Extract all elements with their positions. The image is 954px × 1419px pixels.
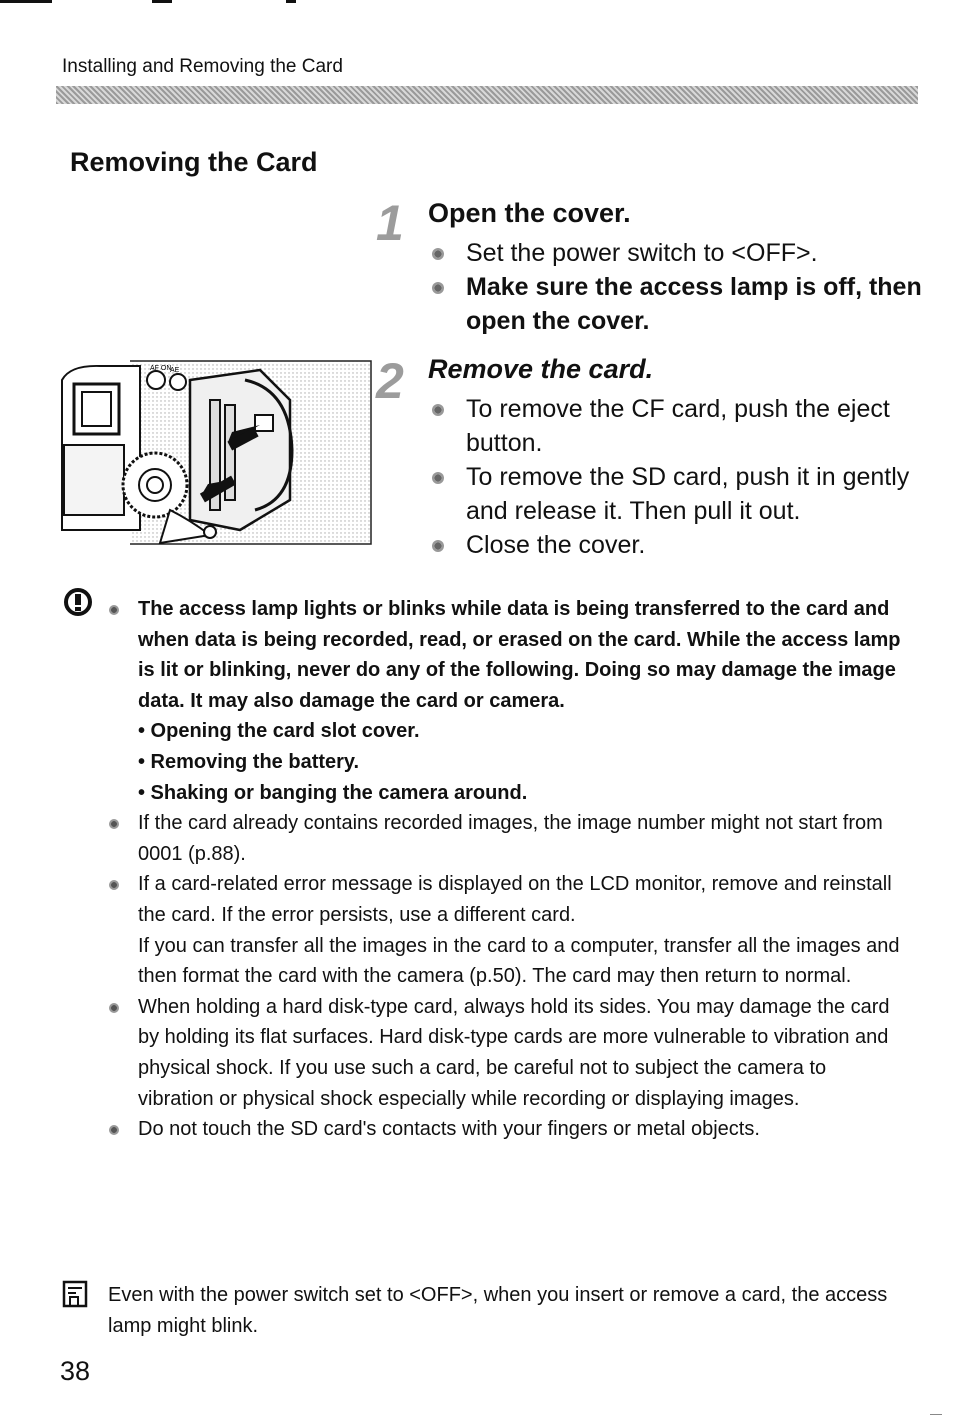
caution-subitem: • Removing the battery.: [138, 750, 360, 773]
caution-icon: [64, 588, 92, 616]
bullet-icon: [109, 1125, 119, 1135]
bullet-icon: [432, 540, 444, 552]
step-1-bullets: [430, 236, 930, 338]
note-text: If a card-related error message is displayed on the LCD monitor, remove and reinstall the card. If the error persists, use a different card.: [138, 873, 892, 926]
bullet-text: Set the power switch to <OFF>.: [466, 239, 818, 267]
step-1-number: 1: [376, 195, 404, 251]
bullet-icon: [109, 819, 119, 829]
bullet-icon: [109, 605, 119, 615]
page-number: 38: [60, 1356, 91, 1386]
step-2-bullets: [430, 392, 930, 562]
list-item: [105, 992, 905, 1114]
caution-subitem: • Opening the card slot cover.: [138, 720, 420, 743]
caution-item: [105, 594, 905, 716]
memo-icon: [62, 1280, 88, 1308]
note-text: Do not touch the SD card's contacts with your fingers or metal objects.: [138, 1118, 760, 1141]
bullet-text: Close the cover.: [466, 531, 646, 559]
notes-list: [105, 594, 905, 1145]
illustration-label-1: AF ON: [150, 365, 172, 372]
illustration-label-2: AE: [170, 367, 180, 374]
bottom-crop-mark: [930, 1414, 942, 1415]
step-2-number: 2: [376, 353, 404, 409]
bullet-icon: [109, 880, 119, 890]
bullet-icon: [109, 1003, 119, 1013]
caution-subitem: • Shaking or banging the camera around.: [138, 781, 528, 804]
step-1-title: Open the cover.: [428, 198, 631, 228]
header-band: [56, 86, 918, 104]
list-item: [105, 808, 905, 869]
note-extra: If you can transfer all the images in the card to a computer, transfer all the images and then format the card with the camera (p.50). The card may then return to normal.: [138, 934, 900, 988]
list-item: [430, 460, 930, 528]
list-item: [430, 392, 930, 460]
bullet-text: To remove the CF card, push the eject button.: [466, 395, 890, 457]
running-header: Installing and Removing the Card: [62, 56, 343, 77]
list-item: [430, 270, 930, 338]
list-item: [430, 528, 930, 562]
bullet-icon: [432, 472, 444, 484]
bullet-icon: [432, 248, 444, 260]
memo-text: Even with the power switch set to <OFF>, when you insert or remove a card, the access lamp might blink.: [108, 1284, 888, 1337]
list-item: [105, 869, 905, 930]
bullet-icon: [432, 404, 444, 416]
list-item: [105, 1114, 905, 1145]
caution-text: The access lamp lights or blinks while data is being transferred to the card and when data is being recorded, read, or erased on the card. While the access lamp is lit or blinking, never do any of the following. Doing so may damage the image data. It may also damage the card or camera.: [138, 598, 901, 712]
section-title: Removing the Card: [70, 147, 318, 177]
bullet-text: Make sure the access lamp is off, then open the cover.: [466, 273, 922, 335]
note-text: When holding a hard disk-type card, always hold its sides. You may damage the card by holding its flat surfaces. Hard disk-type cards are more vulnerable to vibration and physical shock. If you use such a card, be careful not to subject the camera to vibration or physical shock especially while recording or displaying images.: [138, 995, 890, 1110]
bullet-text: To remove the SD card, push it in gently and release it. Then pull it out.: [466, 463, 910, 525]
list-item: [430, 236, 930, 270]
camera-card-slot-illustration: [60, 360, 372, 545]
step-2-title: Remove the card.: [428, 354, 654, 384]
note-text: If the card already contains recorded images, the image number might not start from 0001 (p.88).: [138, 812, 883, 865]
bullet-icon: [432, 282, 444, 294]
